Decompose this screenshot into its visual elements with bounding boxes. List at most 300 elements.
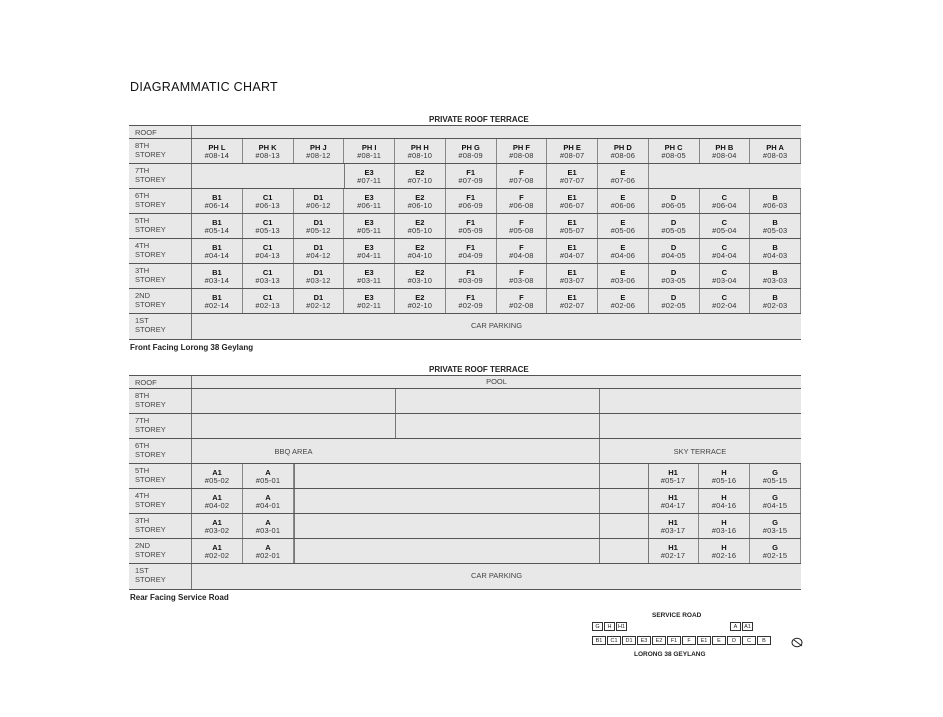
unit-cell	[192, 189, 243, 214]
unit-number: #08-08	[509, 151, 534, 160]
storey-label	[129, 214, 192, 239]
key-plan	[590, 612, 820, 672]
unit-number: #04-07	[559, 251, 585, 260]
unit-type: B	[772, 268, 778, 277]
unit-cell	[243, 189, 294, 214]
unit-cell	[547, 164, 598, 189]
unit-cell	[497, 239, 548, 264]
storey-row-s4	[129, 238, 801, 264]
unit-cell	[750, 264, 801, 289]
unit-number: #07-07	[559, 176, 585, 185]
storey-label	[129, 314, 192, 339]
unit-type: F	[519, 243, 524, 252]
unit-type: H1	[668, 468, 678, 477]
unit-cell	[598, 139, 649, 164]
unit-number: #05-14	[204, 226, 230, 235]
grid-divider	[648, 464, 649, 489]
unit-type: E1	[567, 293, 577, 302]
storey-label-text: 1ST	[135, 566, 149, 575]
unit-type: B1	[212, 268, 222, 277]
unit-type: H1	[668, 543, 678, 552]
unit-number: #02-12	[306, 301, 331, 310]
unit-type: D	[670, 218, 677, 227]
unit-number: #05-10	[407, 226, 433, 235]
unit-type: A	[265, 468, 271, 477]
unit-number: #02-02	[204, 551, 230, 560]
unit-type: E1	[567, 193, 577, 202]
grid-divider	[599, 464, 600, 489]
keyplan-unit-bottom: D1	[622, 636, 636, 645]
unit-number: #05-07	[559, 226, 585, 235]
grid-divider	[599, 439, 600, 464]
unit-number: #08-03	[762, 151, 788, 160]
unit-number: #08-09	[458, 151, 483, 160]
unit-cell	[192, 139, 243, 164]
storey-label-text: STOREY	[135, 300, 166, 309]
unit-number: #04-10	[407, 251, 433, 260]
unit-type: F1	[466, 218, 475, 227]
storey-row-s1	[129, 563, 801, 590]
storey-label-text: 5TH	[135, 466, 150, 475]
unit-type: E2	[415, 293, 425, 302]
unit-cell	[750, 214, 801, 239]
unit-type: D	[670, 243, 677, 252]
unit-type: D	[670, 193, 677, 202]
unit-cell	[446, 214, 497, 239]
unit-type: E1	[567, 243, 577, 252]
unit-cell	[699, 489, 750, 514]
unit-cell	[700, 264, 751, 289]
unit-number: #08-13	[255, 151, 280, 160]
unit-type: B1	[212, 243, 222, 252]
unit-type: F	[519, 218, 524, 227]
storey-label-text: STOREY	[135, 475, 166, 484]
storey-label	[129, 389, 192, 414]
unit-cell	[750, 139, 801, 164]
unit-cell	[395, 189, 446, 214]
unit-number: #05-02	[204, 476, 230, 485]
storey-label	[129, 289, 192, 314]
storey-label-text: 6TH	[135, 191, 150, 200]
unit-cell	[294, 189, 345, 214]
unit-type: A1	[212, 468, 222, 477]
unit-cell	[598, 239, 649, 264]
unit-cell	[497, 214, 548, 239]
unit-cell	[192, 464, 243, 489]
storey-label-text: STOREY	[135, 275, 166, 284]
unit-type: E2	[415, 193, 425, 202]
unit-cell	[395, 214, 446, 239]
unit-number: #06-14	[204, 201, 230, 210]
unit-number: #06-05	[661, 201, 686, 210]
unit-number: #02-03	[762, 301, 788, 310]
unit-cell	[192, 289, 243, 314]
unit-type: F	[519, 193, 524, 202]
unit-type: D1	[313, 218, 324, 227]
unit-cell	[243, 539, 294, 564]
unit-cell	[700, 239, 751, 264]
unit-cell	[192, 489, 243, 514]
unit-number: #02-04	[712, 301, 737, 310]
unit-type: PH F	[512, 143, 530, 152]
unit-number: #06-11	[357, 201, 382, 210]
unit-type: PH B	[715, 143, 734, 152]
grid-divider	[395, 389, 396, 414]
grid-divider	[294, 514, 295, 539]
unit-number: #06-04	[712, 201, 737, 210]
storey-row-s5	[129, 213, 801, 239]
unit-cell	[699, 464, 750, 489]
unit-type: G	[772, 493, 778, 502]
grid-divider	[599, 389, 600, 414]
unit-cell	[294, 239, 345, 264]
unit-cell	[243, 489, 294, 514]
storey-label-text: STOREY	[135, 150, 166, 159]
storey-label-text: STOREY	[135, 525, 166, 534]
unit-type: PH E	[563, 143, 581, 152]
unit-number: #04-14	[204, 251, 230, 260]
unit-cell	[700, 214, 751, 239]
unit-number: #05-12	[306, 226, 331, 235]
unit-number: #05-03	[762, 226, 788, 235]
unit-cell	[648, 464, 699, 489]
unit-cell	[395, 289, 446, 314]
unit-number: #05-16	[711, 476, 737, 485]
unit-type: PH A	[766, 143, 784, 152]
unit-number: #04-03	[762, 251, 788, 260]
unit-type: E1	[567, 168, 577, 177]
unit-cell	[699, 539, 750, 564]
unit-number: #04-15	[762, 501, 788, 510]
unit-cell	[649, 289, 700, 314]
sky-terrace-label: SKY TERRACE	[673, 447, 727, 456]
storey-label-text: 4TH	[135, 491, 150, 500]
grid-divider	[599, 514, 600, 539]
unit-cell	[497, 264, 548, 289]
front-grid	[129, 125, 801, 340]
unit-cell	[750, 539, 801, 564]
unit-type: H	[721, 493, 727, 502]
unit-type: E3	[364, 218, 374, 227]
keyplan-unit-bottom: E2	[652, 636, 666, 645]
unit-number: #02-15	[762, 551, 788, 560]
storey-label-text: 1ST	[135, 316, 149, 325]
unit-number: #03-12	[306, 276, 331, 285]
keyplan-unit-bottom: B1	[592, 636, 606, 645]
unit-type: B1	[212, 193, 222, 202]
unit-type: E	[620, 243, 626, 252]
unit-type: F1	[466, 268, 475, 277]
keyplan-unit-top: A1	[742, 622, 753, 631]
unit-type: E	[620, 218, 626, 227]
unit-number: #02-07	[559, 301, 585, 310]
unit-number: #03-03	[762, 276, 788, 285]
unit-number: #05-13	[255, 226, 280, 235]
storey-label-text: 2ND	[135, 291, 151, 300]
storey-row-s2	[129, 538, 801, 564]
unit-cell	[547, 264, 598, 289]
unit-cell	[243, 289, 294, 314]
storey-row-s3	[129, 513, 801, 539]
keyplan-unit-bottom: B	[757, 636, 771, 645]
unit-type: F	[519, 168, 524, 177]
unit-number: #05-06	[610, 226, 636, 235]
unit-type: F1	[466, 193, 475, 202]
unit-cell	[243, 514, 294, 539]
unit-number: #03-04	[712, 276, 737, 285]
unit-type: A	[265, 518, 271, 527]
storey-label-text: STOREY	[135, 200, 166, 209]
storey-label-text: 5TH	[135, 216, 150, 225]
storey-label	[129, 539, 192, 564]
unit-cell	[648, 514, 699, 539]
bbq-area-label: BBQ AREA	[274, 447, 313, 456]
unit-type: B1	[212, 293, 222, 302]
keyplan-unit-top: H1	[617, 624, 626, 630]
service-road-label: SERVICE ROAD	[652, 612, 702, 619]
unit-cell	[547, 189, 598, 214]
unit-number: #03-02	[204, 526, 230, 535]
storey-label-text: STOREY	[135, 175, 166, 184]
unit-type: C1	[262, 268, 273, 277]
storey-label-text: STOREY	[135, 325, 166, 334]
unit-type: PH K	[258, 143, 277, 152]
grid-divider	[599, 539, 600, 564]
unit-number: #03-08	[509, 276, 534, 285]
unit-cell	[700, 289, 751, 314]
unit-cell	[497, 289, 548, 314]
pool-label: POOL	[486, 377, 507, 386]
grid-divider	[648, 489, 649, 514]
storey-row-roof	[129, 375, 801, 389]
unit-number: #02-13	[255, 301, 280, 310]
unit-cell	[395, 164, 446, 189]
unit-number: #05-09	[458, 226, 483, 235]
grid-divider	[294, 539, 295, 564]
unit-number: #02-06	[610, 301, 636, 310]
unit-type: E2	[415, 168, 425, 177]
unit-number: #04-12	[306, 251, 331, 260]
unit-type: E3	[364, 168, 374, 177]
unit-type: E3	[364, 193, 374, 202]
unit-number: #02-16	[711, 551, 737, 560]
unit-number: #03-10	[407, 276, 433, 285]
unit-type: F1	[466, 293, 475, 302]
unit-number: #08-14	[204, 151, 230, 160]
unit-type: E	[620, 268, 626, 277]
keyplan-unit-top: H	[604, 622, 615, 631]
unit-cell	[547, 239, 598, 264]
unit-type: F1	[466, 168, 475, 177]
unit-number: #04-09	[458, 251, 483, 260]
unit-number: #06-08	[509, 201, 534, 210]
grid-divider	[344, 164, 345, 189]
unit-cell	[243, 214, 294, 239]
unit-cell	[598, 164, 649, 189]
storey-label-text: 4TH	[135, 241, 150, 250]
unit-number: #05-08	[509, 226, 534, 235]
storey-row-s6	[129, 188, 801, 214]
unit-type: C	[721, 218, 728, 227]
grid-divider	[294, 489, 295, 514]
unit-number: #08-12	[306, 151, 331, 160]
unit-cell	[699, 514, 750, 539]
storey-label	[129, 489, 192, 514]
unit-cell	[497, 139, 548, 164]
unit-cell	[243, 264, 294, 289]
unit-type: E3	[364, 268, 374, 277]
lorong-label: LORONG 38 GEYLANG	[634, 651, 706, 658]
unit-cell	[446, 289, 497, 314]
unit-cell	[497, 164, 548, 189]
unit-type: B	[772, 218, 778, 227]
unit-number: #04-04	[712, 251, 737, 260]
unit-type: E	[620, 293, 626, 302]
unit-cell	[649, 264, 700, 289]
unit-number: #07-10	[407, 176, 433, 185]
unit-cell	[750, 514, 801, 539]
unit-type: D1	[313, 193, 324, 202]
unit-type: G	[772, 518, 778, 527]
unit-type: F1	[466, 243, 475, 252]
storey-label-text: ROOF	[135, 378, 157, 387]
unit-number: #08-07	[559, 151, 585, 160]
unit-number: #08-04	[712, 151, 737, 160]
unit-number: #07-09	[458, 176, 483, 185]
storey-row-s8	[129, 388, 801, 414]
unit-cell	[446, 139, 497, 164]
unit-number: #08-05	[661, 151, 686, 160]
grid-divider	[599, 489, 600, 514]
unit-number: #02-01	[255, 551, 281, 560]
storey-label-text: ROOF	[135, 128, 157, 137]
unit-cell	[395, 239, 446, 264]
unit-cell	[395, 264, 446, 289]
unit-cell	[648, 489, 699, 514]
unit-type: E3	[364, 293, 374, 302]
unit-type: H	[721, 468, 727, 477]
grid-divider	[599, 414, 600, 439]
north-arrow-icon	[791, 635, 804, 646]
keyplan-unit-bottom: D	[727, 636, 741, 645]
storey-label-text: STOREY	[135, 225, 166, 234]
unit-type: A	[265, 493, 271, 502]
storey-row-s1	[129, 313, 801, 340]
unit-number: #06-03	[762, 201, 788, 210]
storey-label	[129, 139, 192, 164]
unit-cell	[192, 239, 243, 264]
unit-cell	[750, 464, 801, 489]
unit-cell	[192, 514, 243, 539]
unit-type: PH D	[613, 143, 632, 152]
storey-label	[129, 239, 192, 264]
unit-number: #04-06	[610, 251, 636, 260]
unit-type: H	[721, 518, 727, 527]
unit-type: D	[670, 268, 677, 277]
storey-row-roof	[129, 125, 801, 139]
storey-label	[129, 514, 192, 539]
unit-cell	[294, 264, 345, 289]
grid-divider	[294, 464, 295, 489]
storey-label	[129, 439, 192, 464]
unit-type: C	[721, 193, 728, 202]
storey-label-text: 6TH	[135, 441, 150, 450]
rear-footer: Rear Facing Service Road	[130, 593, 229, 602]
unit-number: #06-10	[407, 201, 433, 210]
unit-number: #05-04	[712, 226, 737, 235]
unit-type: B	[772, 243, 778, 252]
unit-number: #07-06	[610, 176, 636, 185]
unit-number: #02-17	[660, 551, 686, 560]
unit-type: E2	[415, 243, 425, 252]
unit-cell	[598, 189, 649, 214]
unit-number: #03-16	[711, 526, 737, 535]
unit-cell	[750, 289, 801, 314]
storey-label-text: STOREY	[135, 550, 166, 559]
unit-type: G	[772, 543, 778, 552]
keyplan-unit-bottom: F1	[667, 636, 681, 645]
unit-type: PH G	[461, 143, 480, 152]
unit-type: C1	[262, 218, 273, 227]
unit-type: C	[721, 293, 728, 302]
unit-cell	[547, 139, 598, 164]
unit-type: H1	[668, 518, 678, 527]
unit-type: A1	[212, 518, 222, 527]
unit-cell	[750, 189, 801, 214]
storey-row-s2	[129, 288, 801, 314]
unit-cell	[294, 139, 345, 164]
unit-cell	[243, 239, 294, 264]
unit-number: #04-02	[204, 501, 230, 510]
rear-caption: PRIVATE ROOF TERRACE	[429, 365, 529, 374]
unit-number: #08-11	[357, 151, 382, 160]
unit-cell	[497, 189, 548, 214]
unit-number: #03-14	[204, 276, 230, 285]
storey-label-text: STOREY	[135, 250, 166, 259]
unit-type: E	[620, 168, 626, 177]
unit-cell	[294, 289, 345, 314]
front-footer: Front Facing Lorong 38 Geylang	[130, 343, 254, 352]
unit-cell	[243, 139, 294, 164]
unit-type: A1	[212, 493, 222, 502]
storey-row-s3	[129, 263, 801, 289]
storey-label-text: 8TH	[135, 141, 150, 150]
keyplan-unit-top: A	[730, 622, 741, 631]
unit-number: #05-05	[661, 226, 686, 235]
unit-number: #03-13	[255, 276, 280, 285]
storey-label-text: 3TH	[135, 516, 150, 525]
unit-number: #02-05	[661, 301, 686, 310]
unit-cell	[294, 214, 345, 239]
storey-label-text: 7TH	[135, 166, 150, 175]
grid-divider	[395, 414, 396, 439]
unit-number: #02-10	[407, 301, 433, 310]
unit-type: E2	[415, 218, 425, 227]
storey-label-text: STOREY	[135, 575, 166, 584]
unit-type: D	[670, 293, 677, 302]
front-caption: PRIVATE ROOF TERRACE	[429, 115, 529, 124]
unit-number: #04-16	[711, 501, 737, 510]
unit-number: #08-10	[407, 151, 433, 160]
unit-type: H	[721, 543, 727, 552]
unit-type: E2	[415, 268, 425, 277]
unit-number: #05-01	[255, 476, 281, 485]
storey-label-text: 3TH	[135, 266, 150, 275]
unit-number: #04-17	[660, 501, 686, 510]
storey-row-s4	[129, 488, 801, 514]
unit-cell	[700, 189, 751, 214]
unit-cell	[547, 214, 598, 239]
